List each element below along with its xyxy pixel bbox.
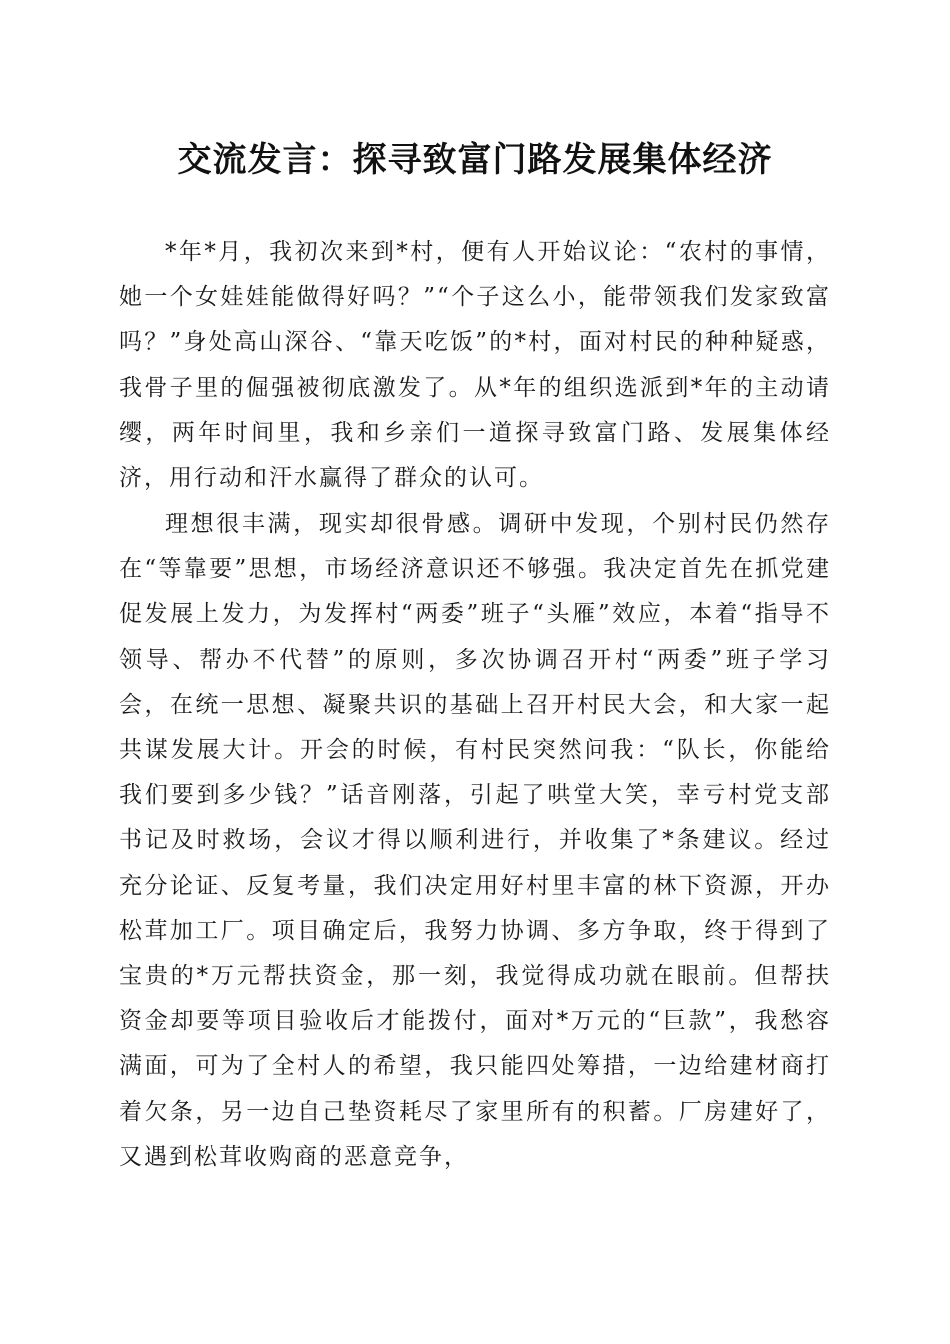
paragraph-2: 理想很丰满，现实却很骨感。调研中发现，个别村民仍然存在“等靠要”思想，市场经济意识还不够强。我决定首先在抓党建促发展上发力，为发挥村“两委”班子“头雁”效应，本着“指导不领导、帮办不代替”的原则，多次协调召开村“两委”班子学习会，在统一思想、凝聚共识的基础上召开村民大会，和大家一起共谋发展大计。开会的时候，有村民突然问我：“队长，你能给我们要到多少钱？”话音刚落，引起了哄堂大笑，幸亏村党支部书记及时救场，会议才得以顺利进行，并收集了*条建议。经过充分论证、反复考量，我们决定用好村里丰富的林下资源，开办松茸加工厂。项目确定后，我努力协调、多方争取，终于得到了宝贵的*万元帮扶资金，那一刻，我觉得成功就在眼前。但帮扶资金却要等项目验收后才能拨付，面对*万元的“巨款”，我愁容满面，可为了全村人的希望，我只能四处筹措，一边给建材商打着欠条，另一边自己垫资耗尽了家里所有的积蓄。厂房建好了，又遇到松茸收购商的恶意竞争， [119,511,831,1170]
paragraph-1: *年*月，我初次来到*村，便有人开始议论：“农村的事情，她一个女娃娃能做得好吗？”“个子这么小，能带领我们发家致富吗？”身处高山深谷、“靠天吃饭”的*村，面对村民的种种疑惑，我骨子里的倔强被彻底激发了。从*年的组织选派到*年的主动请缨，两年时间里，我和乡亲们一道探寻致富门路、发展集体经济，用行动和汗水赢得了群众的认可。 [119,239,831,492]
document-title: 交流发言：探寻致富门路发展集体经济 [177,140,773,180]
